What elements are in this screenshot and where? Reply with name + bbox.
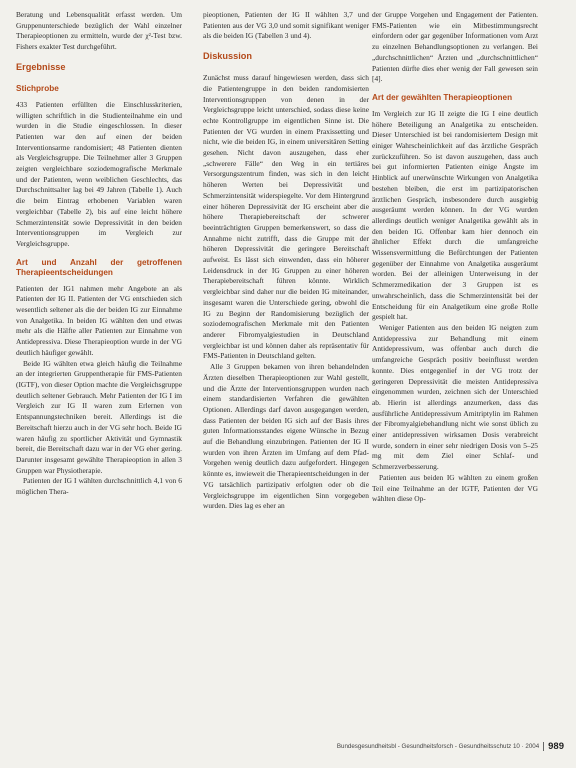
journal-citation: Bundesgesundheitsbl - Gesundheitsforsch - Gesundheitsschutz 10 · 2004 [336,743,540,750]
page-footer [210,741,564,752]
paragraph-therapy-1: Patienten der IG1 nahmen mehr Angebote an als Patienten der IG II. Patienten der VG entschieden sich wesentlich seltener als die der beiden IG zur Einnahme von Analgetika. In beiden IG wählten den und etwas mehr als die Hälfte aller Patienten zur Einnahme von Antidepressiva. Diese Therapieoption wurde in der VG deutlich häufiger gewählt. [16,283,182,357]
paragraph-discussion-2: Alle 3 Gruppen bekamen von ihren behandelnden Ärzten dieselben Therapieoptionen zur Wahl gestellt, und die Ärzte der Interventionsgruppen wurden nach einem standardisierten Verfahren die gewählten Optionen. Allerdings darf davon ausgegangen werden, dass Patienten der beiden IG sich auf der Basis ihres guten Informationsstandes eigene Wünsche in Bezug auf die Behandlung einzubringen. Patienten der IG II wurden von ihren Ärzten im Umfang auf dem Pfad-Vorgehen wenig deutlich dazu aufgefordert. Hingegen könnte es, inwieweit die Therapieentscheidungen in der VG tatsächlich partizipativ erfolgten oder ob die Vergleichsgruppe im eigentlichen Sinn vorgegeben wurden. Dies lag es eher an [203,362,369,511]
heading-ergebnisse: Ergebnisse [16,61,66,72]
text-column-middle [203,10,369,738]
heading-therapy-decisions: Art und Anzahl der getroffenen Therapieentscheidungen [16,257,182,277]
paragraph-intro: Beratung und Lebensqualität erfasst werden. Um Gruppenunterschiede bezüglich der Wahl einzelner Therapieoptionen zu ermitteln, wurde der χ²-Test bzw. Fishers exakter Test durchgeführt. [16,10,182,52]
heading-diskussion: Diskussion [203,51,253,62]
paragraph-therapy-2: Beide IG wählten etwa gleich häufig die Teilnahme an der integrierten Gruppentherapie für FMS-Patienten (IGTF), von dieser Option machte die Vergleichsgruppe deutlich seltener Gebrauch. Mehr Patienten der IG I im Vergleich zur IG II waren zum Erlernen von Entspannungstechniken bereit. Allerdings ist die Bereitschaft hierzu auch in der VG sehr hoch. Beide IG waren häufig zu sportlicher Aktivität und Gymnastik bereit, die Bereitschaft dazu war in der VG eher gering. Darunter insgesamt gewählte Therapieoption in allen 3 Gruppen war Physiotherapie. [16,358,182,475]
paragraph-discussion-1: Zunächst muss darauf hingewiesen werden, dass sich die Patientengruppe in den beiden randomisierten Interventionsgruppen von denen in der Vergleichsgruppe leicht unterschied, sodass diese keine echte Kontrollgruppe im eigentlichen Sinne ist. Die Patienten der VG wurden in einem Praxissetting und nicht, wie die beiden IG, in einem universitären Setting gesehen. Nicht davon auszugehen, dass eher „schwerere Fälle“ den Weg in ein tertiäres Versorgungszentrum finden, was sich in den leicht höheren Werten bei Depressivität und Schmerzintensität widerspiegelte. Vor dem Hintergrund einer höheren Depressivität der IG erscheint aber die höhere Therapiebereitschaft der schwerer beeinträchtigten Gruppen bemerkenswert, so dass die Annahme nicht zutrifft, dass die Gruppe mit der höheren Depressivität die geringere Bereitschaft aufweist. Es lässt sich einwenden, dass ein höherer Leidensdruck in der IG Gruppen zu einer höheren Therapiebereitschaft führen könnte. Wirklich vergleichbar sind daher nur die beiden IG miteinander, insgesamt waren die Unterschiede gering, obwohl die IG zu Beginn der Randomisierung bezüglich der soziodemografischen Merkmale mit den Patienten anderer Fibromyalgiestudien in Deutschland vergleichbar ist und können daher als repräsentativ für FMS-Patienten in Deutschland gelten. [203,73,369,361]
text-column-left [16,10,182,738]
paragraph-continuation-right: der Gruppe Vorgehen und Engagement der Patienten. FMS-Patienten wie ein Mitbestimmungsrecht einfordern oder gar gegenüber Informationen vom Arzt zu einzelnen Behandlungsoptionen zu verlangen. Bei „durchschnittlichen“ Ärzten und „durchschnittlichen“ Patienten dürfte dies eher wenig der Fall gewesen sein [4]. [372,10,538,84]
footer-divider [543,742,544,751]
page-number: 989 [548,741,564,752]
text-column-right [372,10,538,738]
paragraph-therapy-3: Patienten der IG I wählten durchschnittlich 4,1 von 6 möglichen Thera- [16,476,182,497]
heading-therapy-options: Art der gewählten Therapieoptionen [372,92,513,102]
paragraph-options-3: Patienten aus beiden IG wählten zu einem großen Teil eine Teilnahme an der IGTF, Patienten der VG wählten diese Op- [372,472,538,504]
paragraph-options-1: Im Vergleich zur IG II zeigte die IG I eine deutlich höhere Beteiligung an Analgetika zu entscheiden. Dieser Unterschied ist bei randomisiertem Design mit einiger Wahrscheinlichkeit auf das ärztliche Gespräch zurückzuführen. So ist davon auszugehen, dass auch bei gut informierten Patienten einige Ängste im Hinblick auf unerwünschte Wirkungen von Analgetika bestehen bleiben, die erst im partizipatorischen ärztlichen Gespräch, insbesondere durch ausgiebig ausgeräumt werden können. In der VG wurden allerdings deutlich weniger Analgetika gewählt als in den beiden IG. Offenbar kam hier dennoch ein ähnlicher Effekt durch die umfangreiche Wissensvermittlung die Befürchtungen der Patienten gegenüber der Einnahme von Analgetika ausgeräumt worden. Bei der alleinigen Unterweisung in der Schmerzmedikation der 3 Gruppen ist es unwahrscheinlich, dass die Schmerzintensität bei der Entscheidung für ein Analgetikum eine große Rolle gespielt hat. [372,108,538,322]
paragraph-continuation: pieoptionen, Patienten der IG II wählten 3,7 und Patienten aus der VG 3,0 und somit signifikant weniger als die beiden IG (Tabellen 3 und 4). [203,10,369,41]
paragraph-sample: 433 Patienten erfüllten die Einschlusskriterien, willigten schriftlich in die Studienteilnahme ein und wurden in die Studie eingeschlossen. In dieser Patienten war den auf einen der beiden Interventionsarme randomisiert; 48 Patienten dienten als Vergleichsgruppe. Die Teilnehmer aller 3 Gruppen zeigten vergleichbare soziodemografische Merkmale und der Patienten, wenn weiblichen Geschlechts, das Durchschnittsalter lag bei 49 Jahren (Tabelle 1). Auch die beim Eintrag erhobenen Variablen waren vergleichbar (Tabelle 2), bis auf eine leicht höhere Schmerzintensität sowie Depressivität in den beiden Interventionsgruppen im Vergleich zur Vergleichsgruppe. [16,99,182,248]
heading-stichprobe: Stichprobe [16,83,59,93]
paragraph-options-2: Weniger Patienten aus den beiden IG neigten zum Antidepressiva zur Behandlung mit einem Antidepressivum, was offenbar auch durch die umfangreiche Gespräch positiv beeinflusst werden konnte. Dies entgegenlief in der VG trotz der geringeren Depressivität die meisten Antidepressiva eingenommen wurden, zeichnen sich der Unterschied ab. Hierin ist allerdings anzumerken, dass das ausführliche Antidepressivum Amitriptylin im Rahmen der Fibromyalgiebehandlung nicht wie sonst üblich zu einer antidepressiven wirksamen Dosis verabreicht wurde, sondern in einer sehr niedrigen Dosis von 5–25 mg mit dem Ziel einer Schlaf- und Schmerzverbesserung. [372,322,538,472]
